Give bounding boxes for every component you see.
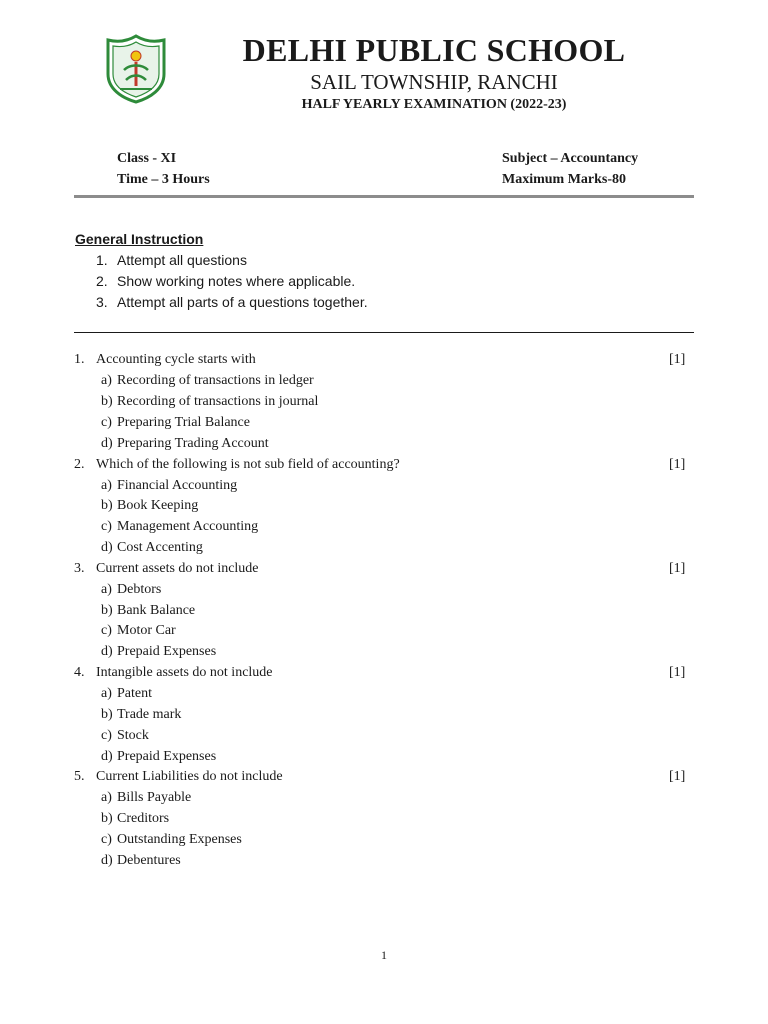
option-label: d) — [101, 644, 113, 659]
instructions-title: General Instruction — [75, 231, 204, 247]
option-label: a) — [101, 478, 112, 493]
option — [101, 582, 161, 598]
option-text: Preparing Trial Balance — [117, 415, 250, 430]
option-label: b) — [101, 603, 113, 618]
option-text: Bank Balance — [117, 603, 196, 618]
option — [101, 603, 195, 619]
option — [101, 749, 216, 765]
class-label: Class - XI — [117, 151, 177, 166]
instruction-text: Show working notes where applicable. — [117, 273, 356, 289]
option-label: c) — [101, 519, 112, 534]
option-label: c) — [101, 415, 112, 430]
option-text: Preparing Trading Account — [117, 436, 269, 451]
time-label: Time – 3 Hours — [117, 172, 210, 187]
option — [101, 707, 181, 723]
option — [101, 436, 269, 452]
school-location: SAIL TOWNSHIP, RANCHI — [310, 70, 558, 94]
exam-title: HALF YEARLY EXAMINATION (2022-23) — [301, 97, 567, 112]
instruction-text: Attempt all questions — [117, 252, 247, 268]
option-label: b) — [101, 811, 113, 826]
question-marks: [1] — [669, 352, 686, 367]
question-text: Current Liabilities do not include — [96, 769, 283, 784]
option-label: a) — [101, 373, 112, 388]
option — [101, 478, 237, 494]
option — [101, 811, 169, 827]
school-name: DELHI PUBLIC SCHOOL — [242, 32, 626, 68]
question-text: Intangible assets do not include — [96, 665, 273, 680]
question-marks: [1] — [669, 665, 686, 680]
option-label: d) — [101, 436, 113, 451]
option-label: c) — [101, 623, 112, 638]
option-label: b) — [101, 498, 113, 513]
instruction-text: Attempt all parts of a questions together. — [117, 294, 368, 310]
option-label: d) — [101, 540, 113, 555]
page-number: 1 — [381, 948, 387, 962]
option-label: d) — [101, 853, 113, 868]
option-label: a) — [101, 790, 112, 805]
question-text: Accounting cycle starts with — [96, 352, 256, 367]
option-text: Recording of transactions in journal — [117, 394, 319, 409]
option-text: Prepaid Expenses — [117, 749, 217, 764]
question-3 — [74, 561, 259, 577]
option — [101, 728, 149, 744]
question-1 — [74, 352, 256, 368]
option-label: c) — [101, 832, 112, 847]
option — [101, 790, 191, 806]
question-number: 5. — [74, 769, 85, 784]
question-4 — [74, 665, 273, 681]
question-number: 4. — [74, 665, 85, 680]
question-marks: [1] — [669, 769, 686, 784]
instruction-number: 2. — [96, 273, 108, 289]
option-text: Patent — [117, 686, 152, 701]
option — [101, 644, 216, 660]
question-number: 3. — [74, 561, 85, 576]
option — [101, 498, 198, 514]
question-number: 2. — [74, 457, 85, 472]
option-text: Trade mark — [117, 707, 182, 722]
instructions-divider — [74, 332, 694, 333]
option-text: Motor Car — [117, 623, 176, 638]
option-text: Recording of transactions in ledger — [117, 373, 314, 388]
option-label: c) — [101, 728, 112, 743]
option — [101, 686, 152, 702]
question-marks: [1] — [669, 457, 686, 472]
option-text: Outstanding Expenses — [117, 832, 242, 847]
option-label: d) — [101, 749, 113, 764]
instruction-item — [96, 294, 368, 310]
option — [101, 415, 250, 431]
question-2 — [74, 457, 400, 473]
option-text: Cost Accenting — [117, 540, 203, 555]
question-text: Which of the following is not sub field of accounting? — [96, 457, 400, 472]
option-label: a) — [101, 686, 112, 701]
max-marks-label: Maximum Marks-80 — [502, 172, 627, 187]
question-text: Current assets do not include — [96, 561, 259, 576]
question-number: 1. — [74, 352, 85, 367]
option-text: Prepaid Expenses — [117, 644, 217, 659]
instruction-item — [96, 252, 247, 268]
option — [101, 623, 176, 639]
question-marks: [1] — [669, 561, 686, 576]
header-divider — [74, 195, 694, 198]
subject-label: Subject – Accountancy — [502, 151, 639, 166]
option-text: Debentures — [117, 853, 181, 868]
option-text: Financial Accounting — [117, 478, 238, 493]
option-text: Management Accounting — [117, 519, 259, 534]
option-label: b) — [101, 707, 113, 722]
option-text: Creditors — [117, 811, 170, 826]
instruction-number: 3. — [96, 294, 108, 310]
option — [101, 540, 203, 556]
question-5 — [74, 769, 283, 785]
instruction-number: 1. — [96, 252, 108, 268]
option — [101, 519, 258, 535]
option — [101, 373, 314, 389]
option — [101, 832, 242, 848]
option-text: Bills Payable — [117, 790, 192, 805]
option-text: Book Keeping — [117, 498, 199, 513]
instruction-item — [96, 273, 355, 289]
option — [101, 853, 181, 869]
option-label: b) — [101, 394, 113, 409]
option-label: a) — [101, 582, 112, 597]
option-text: Debtors — [117, 582, 162, 597]
option-text: Stock — [117, 728, 149, 743]
option — [101, 394, 318, 410]
